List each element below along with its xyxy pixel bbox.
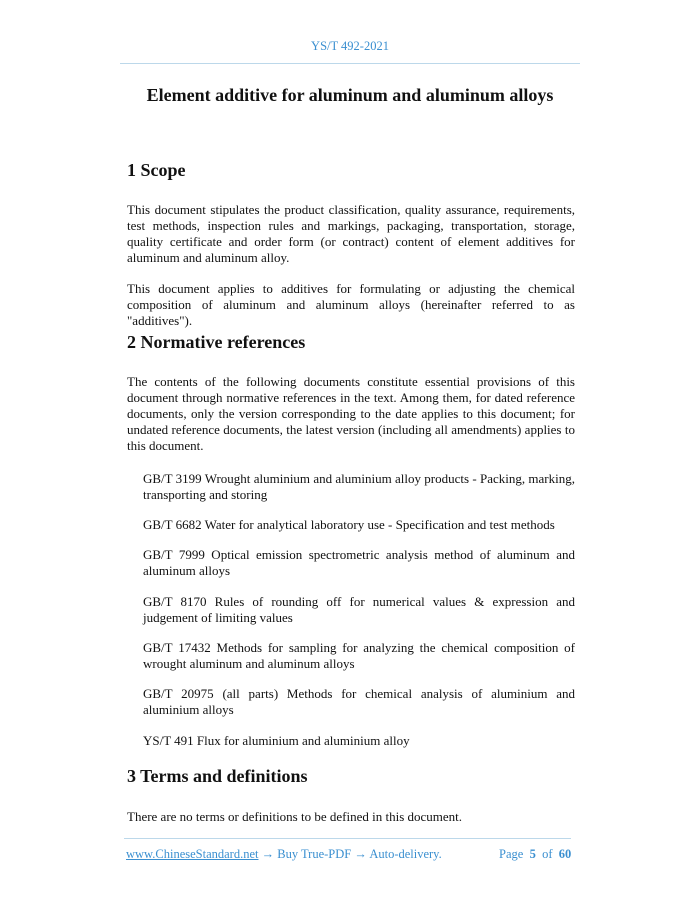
delivery-text: Auto-delivery. <box>369 847 442 861</box>
reference-item: GB/T 3199 Wrought aluminium and aluminium alloy products - Packing, marking, transporting and storing <box>143 471 575 502</box>
of-label: of <box>542 847 553 861</box>
footer-promo <box>126 847 442 862</box>
reference-item: GB/T 8170 Rules of rounding off for numerical values & expression and judgement of limiting values <box>143 594 575 625</box>
header-standard-code: YS/T 492-2021 <box>311 39 389 53</box>
header-divider <box>120 63 580 64</box>
reference-item: GB/T 7999 Optical emission spectrometric analysis method of aluminum and aluminum alloys <box>143 547 575 578</box>
reference-item: YS/T 491 Flux for aluminium and aluminium alloy <box>143 733 410 748</box>
reference-item: GB/T 6682 Water for analytical laboratory use - Specification and test methods <box>143 517 555 532</box>
arrow-icon: → <box>354 847 367 861</box>
website-link[interactable]: www.ChineseStandard.net <box>126 847 259 861</box>
paragraph: This document stipulates the product classification, quality assurance, requirements, test methods, inspection rules and markings, packaging, transportation, storage, quality certificate and order form (or contract) content of element additives for aluminum and aluminum alloy. <box>127 202 575 265</box>
footer-divider <box>124 838 571 839</box>
paragraph: There are no terms or definitions to be defined in this document. <box>127 809 463 824</box>
total-pages: 60 <box>558 847 572 861</box>
current-page: 5 <box>529 847 536 861</box>
document-title: Element additive for aluminum and aluminum alloys <box>146 85 554 105</box>
page-number <box>499 847 571 862</box>
paragraph: The contents of the following documents constitute essential provisions of this document through normative references in the text. Among them, for dated reference documents, only the version corresponding to the date applies to this document; for undated reference documents, the latest version (including all amendments) applies to this document. <box>127 374 575 453</box>
arrow-icon: → <box>261 847 275 861</box>
reference-item: GB/T 17432 Methods for sampling for analyzing the chemical composition of wrought aluminum and aluminum alloys <box>143 640 575 671</box>
section-heading-scope: 1 Scope <box>127 160 186 180</box>
page-label: Page <box>499 847 524 861</box>
section-heading-terms: 3 Terms and definitions <box>127 766 308 786</box>
buy-text: Buy True-PDF <box>277 847 352 861</box>
section-heading-normative-references: 2 Normative references <box>127 332 306 352</box>
paragraph: This document applies to additives for formulating or adjusting the chemical composition of aluminum and aluminum alloys (hereinafter referred to as "additives"). <box>127 281 575 328</box>
reference-item: GB/T 20975 (all parts) Methods for chemical analysis of aluminium and aluminium alloys <box>143 686 575 717</box>
